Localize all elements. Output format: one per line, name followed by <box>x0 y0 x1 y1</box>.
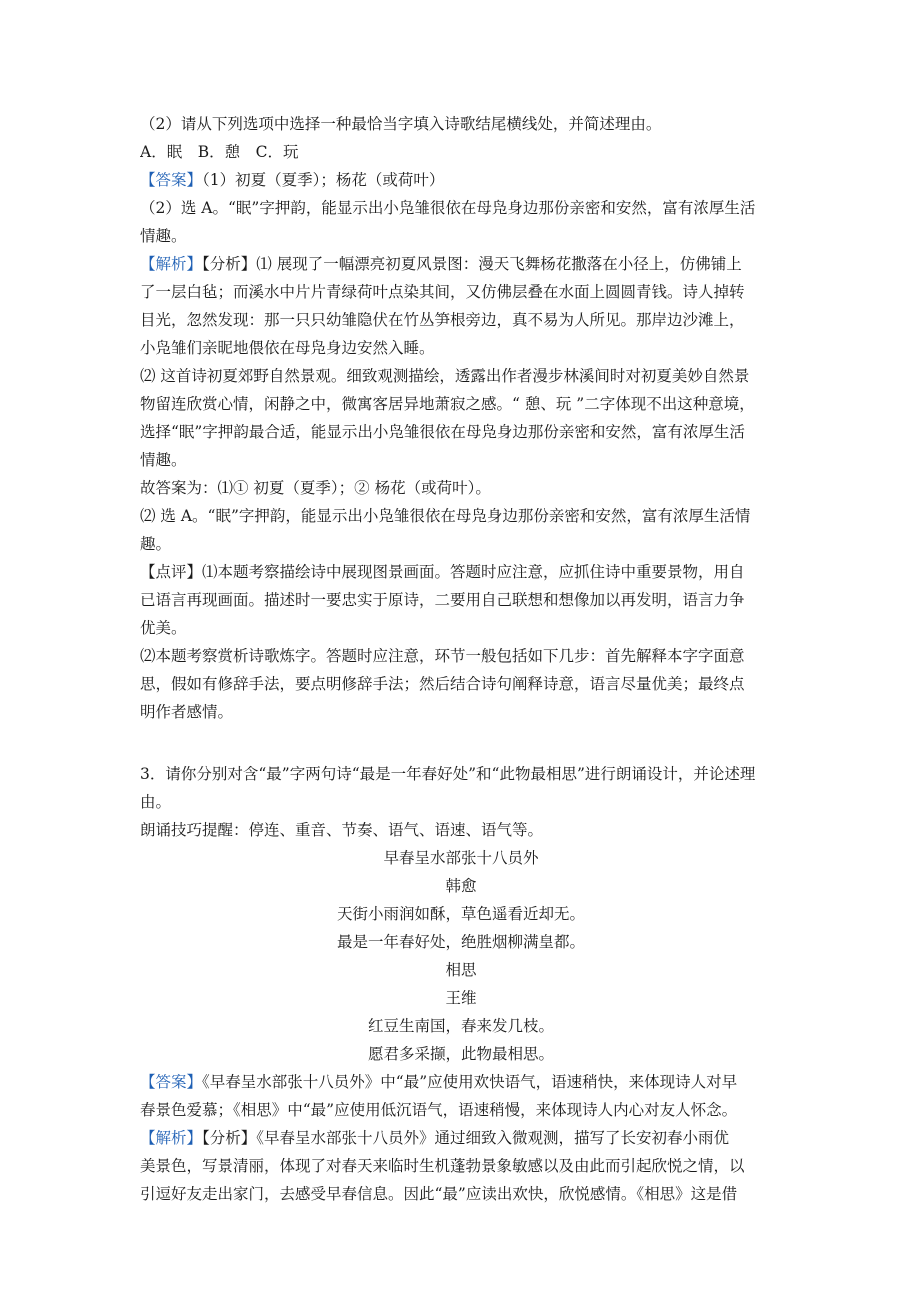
comment-line-2b: 思，假如有修辞手法，要点明修辞手法；然后结合诗句阐释诗意，语言尽量优美；最终点 <box>140 675 745 693</box>
poem-2-title: 相思 <box>445 961 477 979</box>
analysis-3-text-a: 【分析】《早春呈水部张十八员外》通过细致入微观测，描写了长安初春小雨优 <box>202 1129 730 1147</box>
analysis-line-1a <box>140 250 782 278</box>
answer-line-2a: （2）选 A。“眠”字押韵，能显示出小凫雏很依在母凫身边那份亲密和安然，富有浓厚生活 <box>140 199 756 217</box>
answer-line-1 <box>140 166 782 194</box>
poem-1-line-1: 天街小雨润如酥，草色遥看近却无。 <box>336 905 585 923</box>
poem-1-title: 早春呈水部张十八员外 <box>383 849 539 867</box>
analysis-3-line-a <box>140 1124 782 1152</box>
answer-3-line-a <box>140 1068 782 1096</box>
answer-3-line-b: 春景色爱慕；《相思》中“最”应使用低沉语气，语速稍慢，来体现诗人内心对友人怀念。 <box>140 1101 738 1119</box>
answer-tag: 【答案】 <box>140 171 203 189</box>
analysis-line-2c: 选择“眠”字押韵最合适，能显示出小凫雏很依在母凫身边那份亲密和安然，富有浓厚生活 <box>140 423 745 441</box>
analysis-tag: 【解析】 <box>140 255 203 273</box>
answer-text-1: （1）初夏（夏季）；杨花（或荷叶） <box>202 171 445 189</box>
answer-3-tag: 【答案】 <box>140 1073 203 1091</box>
section-gap <box>140 726 782 760</box>
analysis-line-2b: 物留连欣赏心情，闲静之中，微寓客居异地萧寂之感。“ 憩、玩 ”二字体现不出这种意境， <box>140 395 755 413</box>
so-answer-line: 故答案为：⑴① 初夏（夏季）；② 杨花（或荷叶）。 <box>140 479 491 497</box>
answer-line-2b: 情趣。 <box>140 227 187 245</box>
poem-2-line-2: 愿君多采撷，此物最相思。 <box>367 1045 554 1063</box>
analysis-3-tag: 【解析】 <box>140 1129 203 1147</box>
analysis-line-1c: 目光，忽然发现：那一只只幼雏隐伏在竹丛笋根旁边，真不易为人所见。那岸边沙滩上， <box>140 311 745 329</box>
comment-line-2a: ⑵本题考察赏析诗歌炼字。答题时应注意，环节一般包括如下几步：首先解释本字字面意 <box>140 647 745 665</box>
so-answer-line-2a: ⑵ 选 A。“眠”字押韵，能显示出小凫雏很依在母凫身边那份亲密和安然，富有浓厚生活情 <box>140 507 751 525</box>
comment-line-a: 【点评】⑴本题考察描绘诗中展现图景画面。答题时应注意，应抓住诗中重要景物，用自 <box>140 563 745 581</box>
comment-line-2c: 明作者感情。 <box>140 703 234 721</box>
question-3-line-a: 3．请你分别对含“最”字两句诗“最是一年春好处”和“此物最相思”进行朗诵设计，并论述理 <box>140 765 756 783</box>
analysis-3-line-c: 引逗好友走出家门，去感受早春信息。因此“最”应读出欢快，欣悦感情。《相思》这是借 <box>140 1185 738 1203</box>
question-2-prompt: （2）请从下列选项中选择一种最恰当字填入诗歌结尾横线处，并简述理由。 <box>140 115 662 133</box>
analysis-line-2d: 情趣。 <box>140 451 187 469</box>
question-3-tip: 朗诵技巧提醒：停连、重音、节奏、语气、语速、语气等。 <box>140 821 544 839</box>
analysis-3-line-b: 美景色，写景清丽，体现了对春天来临时生机蓬勃景象敏感以及由此而引起欣悦之情，以 <box>140 1157 745 1175</box>
comment-line-c: 优美。 <box>140 619 187 637</box>
analysis-text-1a: 【分析】⑴ 展现了一幅漂亮初夏风景图：漫天飞舞杨花撒落在小径上，仿佛铺上 <box>202 255 742 273</box>
analysis-line-1d: 小凫雏们亲昵地偎依在母凫身边安然入睡。 <box>140 339 435 357</box>
so-answer-line-2b: 趣。 <box>140 535 172 553</box>
answer-3-text-a: 《早春呈水部张十八员外》中“最”应使用欢快语气，语速稍快，来体现诗人对早 <box>202 1073 738 1091</box>
analysis-line-1b: 了一层白毡；而溪水中片片青绿荷叶点染其间，又仿佛层叠在水面上圆圆青钱。诗人掉转 <box>140 283 745 301</box>
comment-line-b: 已语言再现画面。描述时一要忠实于原诗，二要用自己联想和想像加以再发明，语言力争 <box>140 591 745 609</box>
document-page <box>140 110 782 1208</box>
question-3-line-b: 由。 <box>140 793 172 811</box>
analysis-line-2a: ⑵ 这首诗初夏郊野自然景观。细致观测描绘，透露出作者漫步林溪间时对初夏美妙自然景 <box>140 367 750 385</box>
poem-2-line-1: 红豆生南国，春来发几枝。 <box>367 1017 554 1035</box>
poem-1-line-2: 最是一年春好处，绝胜烟柳满皇都。 <box>336 933 585 951</box>
question-2-options: A．眠 B．憩 C．玩 <box>140 143 299 161</box>
poem-2-author: 王维 <box>445 989 477 1007</box>
poem-1-author: 韩愈 <box>445 877 477 895</box>
